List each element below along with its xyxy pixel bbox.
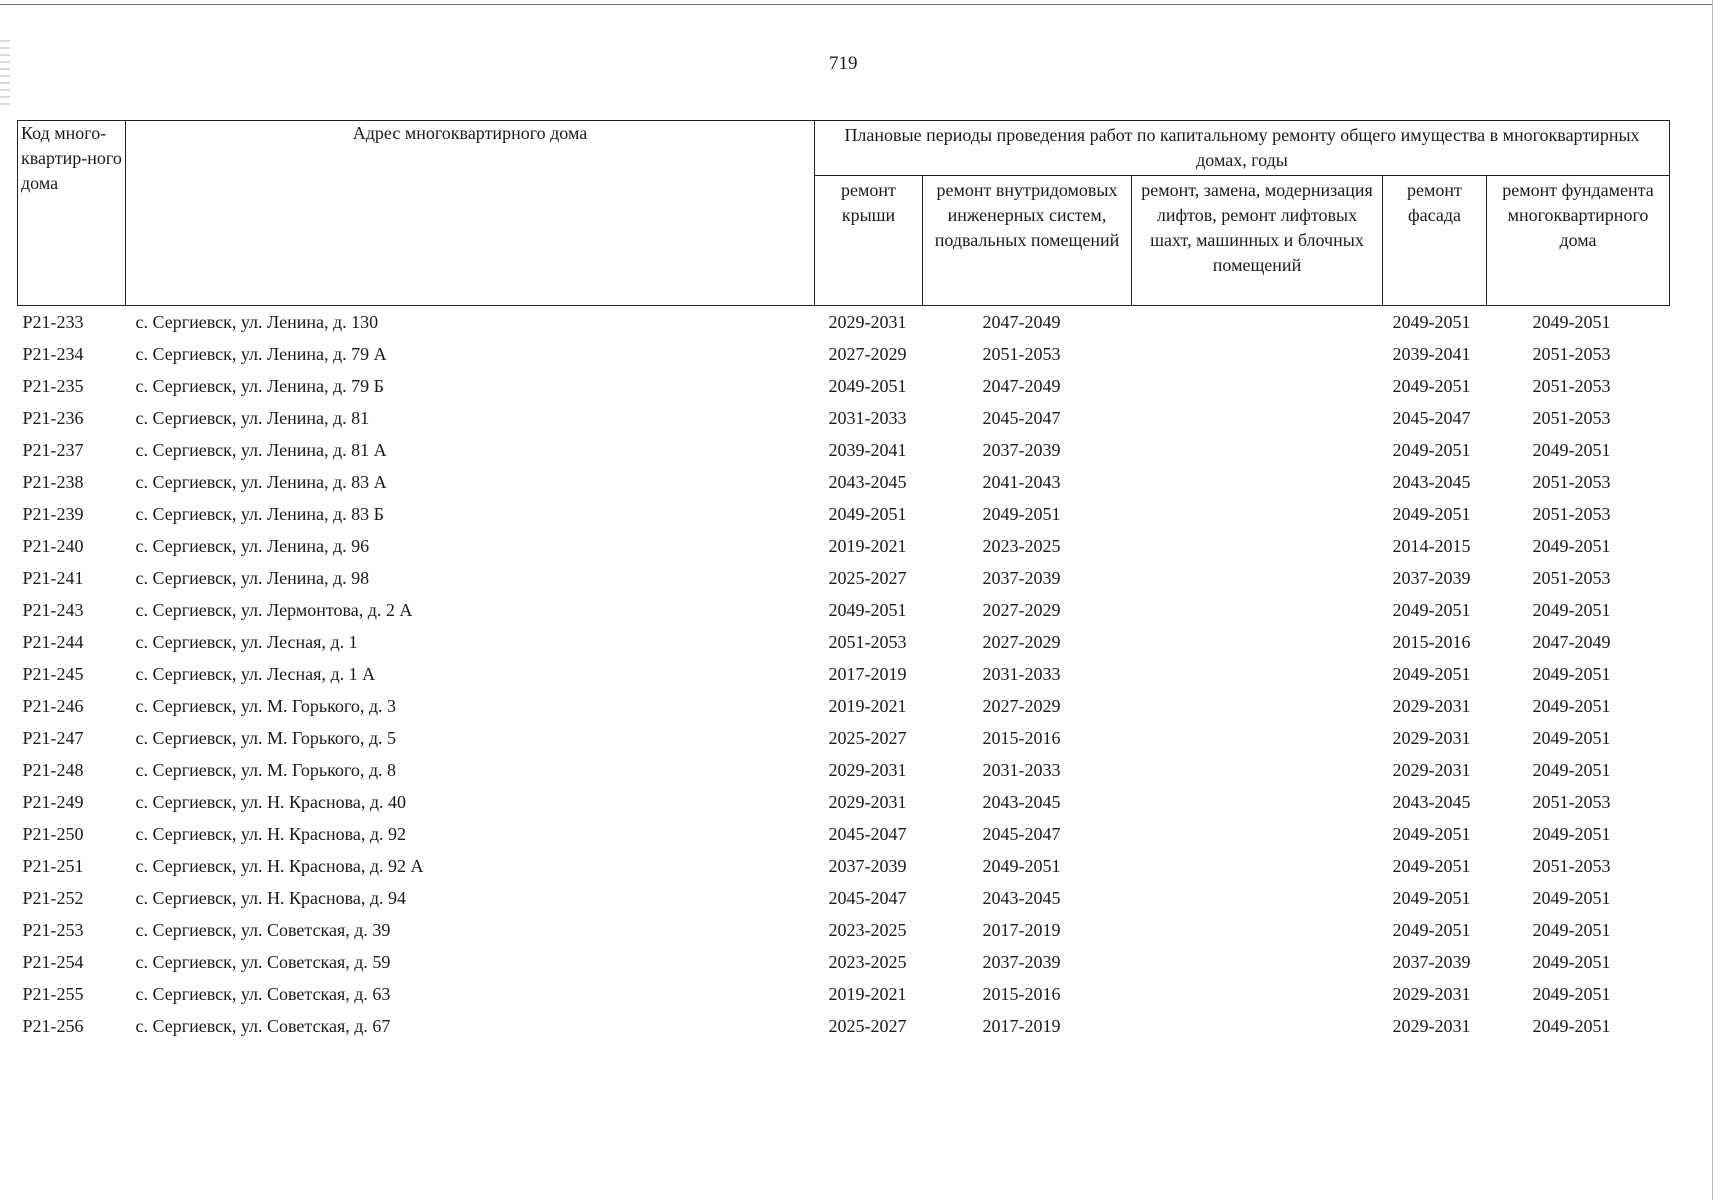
cell-facade-period: 2049-2051 bbox=[1392, 663, 1471, 684]
cell-address: с. Сергиевск, ул. Н. Краснова, д. 94 bbox=[135, 887, 407, 908]
cell-engineering-period: 2045-2047 bbox=[982, 823, 1061, 844]
cell-address: с. Сергиевск, ул. Н. Краснова, д. 92 bbox=[135, 823, 407, 844]
cell-foundation-period: 2049-2051 bbox=[1532, 983, 1611, 1004]
cell-roof-period: 2049-2051 bbox=[828, 599, 907, 620]
cell-foundation-period: 2049-2051 bbox=[1532, 695, 1611, 716]
cell-facade-period: 2029-2031 bbox=[1392, 759, 1471, 780]
cell-roof-period: 2025-2027 bbox=[828, 567, 907, 588]
cell-elevator-period bbox=[1132, 1010, 1383, 1042]
table-row bbox=[18, 690, 1670, 722]
cell-engineering-period: 2047-2049 bbox=[982, 375, 1061, 396]
header-building-code: Код много-квартир-ного дома bbox=[18, 121, 126, 306]
cell-roof-period: 2049-2051 bbox=[828, 503, 907, 524]
cell-roof-period: 2037-2039 bbox=[828, 855, 907, 876]
cell-facade-period: 2049-2051 bbox=[1392, 375, 1471, 396]
cell-foundation-period: 2049-2051 bbox=[1532, 727, 1611, 748]
cell-elevator-period bbox=[1132, 690, 1383, 722]
cell-engineering-period: 2015-2016 bbox=[982, 983, 1061, 1004]
cell-address: с. Сергиевск, ул. Ленина, д. 79 Б bbox=[135, 375, 384, 396]
cell-building-code: Р21-240 bbox=[22, 535, 84, 556]
cell-elevator-period bbox=[1132, 786, 1383, 818]
cell-engineering-period: 2049-2051 bbox=[982, 855, 1061, 876]
cell-roof-period: 2027-2029 bbox=[828, 343, 907, 364]
table-body bbox=[18, 306, 1670, 1043]
cell-building-code: Р21-253 bbox=[22, 919, 84, 940]
cell-address: с. Сергиевск, ул. Ленина, д. 96 bbox=[135, 535, 370, 556]
cell-roof-period: 2029-2031 bbox=[828, 759, 907, 780]
cell-facade-period: 2037-2039 bbox=[1392, 951, 1471, 972]
cell-address: с. Сергиевск, ул. Ленина, д. 130 bbox=[135, 311, 379, 332]
cell-roof-period: 2017-2019 bbox=[828, 663, 907, 684]
header-roof-repair: ремонт крыши bbox=[815, 176, 923, 306]
cell-engineering-period: 2043-2045 bbox=[982, 791, 1061, 812]
table-header bbox=[18, 121, 1670, 306]
cell-building-code: Р21-249 bbox=[22, 791, 84, 812]
cell-building-code: Р21-246 bbox=[22, 695, 84, 716]
capital-repair-schedule-table bbox=[17, 120, 1670, 1042]
page-number: 719 bbox=[829, 53, 858, 74]
cell-roof-period: 2025-2027 bbox=[828, 727, 907, 748]
table-row bbox=[18, 722, 1670, 754]
cell-address: с. Сергиевск, ул. Советская, д. 39 bbox=[135, 919, 391, 940]
cell-engineering-period: 2047-2049 bbox=[982, 311, 1061, 332]
cell-foundation-period: 2049-2051 bbox=[1532, 663, 1611, 684]
cell-foundation-period: 2049-2051 bbox=[1532, 919, 1611, 940]
scan-top-rule bbox=[0, 4, 1713, 5]
cell-engineering-period: 2027-2029 bbox=[982, 599, 1061, 620]
cell-address: с. Сергиевск, ул. Ленина, д. 98 bbox=[135, 567, 370, 588]
cell-address: с. Сергиевск, ул. М. Горького, д. 3 bbox=[135, 695, 396, 716]
header-planned-periods: Плановые периоды проведения работ по капитальному ремонту общего имущества в многоквартирных домах, годы bbox=[815, 121, 1670, 176]
cell-foundation-period: 2049-2051 bbox=[1532, 311, 1611, 332]
table-row bbox=[18, 946, 1670, 978]
cell-roof-period: 2023-2025 bbox=[828, 951, 907, 972]
table-row bbox=[18, 402, 1670, 434]
cell-roof-period: 2019-2021 bbox=[828, 983, 907, 1004]
cell-address: с. Сергиевск, ул. Лесная, д. 1 bbox=[135, 631, 358, 652]
cell-facade-period: 2049-2051 bbox=[1392, 855, 1471, 876]
cell-facade-period: 2037-2039 bbox=[1392, 567, 1471, 588]
cell-address: с. Сергиевск, ул. Советская, д. 63 bbox=[135, 983, 391, 1004]
cell-foundation-period: 2051-2053 bbox=[1532, 343, 1611, 364]
cell-engineering-period: 2023-2025 bbox=[982, 535, 1061, 556]
cell-elevator-period bbox=[1132, 914, 1383, 946]
cell-building-code: Р21-236 bbox=[22, 407, 84, 428]
cell-engineering-period: 2031-2033 bbox=[982, 759, 1061, 780]
cell-facade-period: 2039-2041 bbox=[1392, 343, 1471, 364]
cell-engineering-period: 2037-2039 bbox=[982, 567, 1061, 588]
cell-foundation-period: 2051-2053 bbox=[1532, 375, 1611, 396]
cell-facade-period: 2049-2051 bbox=[1392, 439, 1471, 460]
cell-elevator-period bbox=[1132, 370, 1383, 402]
cell-elevator-period bbox=[1132, 818, 1383, 850]
table-row bbox=[18, 338, 1670, 370]
cell-elevator-period bbox=[1132, 626, 1383, 658]
cell-roof-period: 2049-2051 bbox=[828, 375, 907, 396]
cell-building-code: Р21-244 bbox=[22, 631, 84, 652]
cell-building-code: Р21-247 bbox=[22, 727, 84, 748]
cell-roof-period: 2029-2031 bbox=[828, 311, 907, 332]
cell-roof-period: 2019-2021 bbox=[828, 695, 907, 716]
cell-engineering-period: 2051-2053 bbox=[982, 343, 1061, 364]
cell-roof-period: 2031-2033 bbox=[828, 407, 907, 428]
cell-building-code: Р21-239 bbox=[22, 503, 84, 524]
cell-foundation-period: 2049-2051 bbox=[1532, 535, 1611, 556]
cell-building-code: Р21-254 bbox=[22, 951, 84, 972]
cell-roof-period: 2043-2045 bbox=[828, 471, 907, 492]
cell-elevator-period bbox=[1132, 658, 1383, 690]
cell-elevator-period bbox=[1132, 306, 1383, 339]
cell-facade-period: 2015-2016 bbox=[1392, 631, 1471, 652]
cell-facade-period: 2029-2031 bbox=[1392, 727, 1471, 748]
cell-elevator-period bbox=[1132, 466, 1383, 498]
cell-foundation-period: 2049-2051 bbox=[1532, 951, 1611, 972]
cell-facade-period: 2029-2031 bbox=[1392, 1015, 1471, 1036]
table-row bbox=[18, 914, 1670, 946]
cell-address: с. Сергиевск, ул. М. Горького, д. 8 bbox=[135, 759, 396, 780]
cell-engineering-period: 2037-2039 bbox=[982, 439, 1061, 460]
cell-foundation-period: 2051-2053 bbox=[1532, 471, 1611, 492]
cell-elevator-period bbox=[1132, 978, 1383, 1010]
table-row bbox=[18, 818, 1670, 850]
cell-building-code: Р21-235 bbox=[22, 375, 84, 396]
cell-address: с. Сергиевск, ул. Ленина, д. 79 А bbox=[135, 343, 387, 364]
cell-facade-period: 2049-2051 bbox=[1392, 823, 1471, 844]
cell-facade-period: 2043-2045 bbox=[1392, 471, 1471, 492]
cell-foundation-period: 2051-2053 bbox=[1532, 407, 1611, 428]
table-row bbox=[18, 850, 1670, 882]
cell-building-code: Р21-238 bbox=[22, 471, 84, 492]
table-row bbox=[18, 530, 1670, 562]
cell-building-code: Р21-251 bbox=[22, 855, 84, 876]
table-row bbox=[18, 594, 1670, 626]
cell-elevator-period bbox=[1132, 434, 1383, 466]
cell-building-code: Р21-241 bbox=[22, 567, 84, 588]
table-row bbox=[18, 1010, 1670, 1042]
cell-building-code: Р21-243 bbox=[22, 599, 84, 620]
cell-foundation-period: 2051-2053 bbox=[1532, 791, 1611, 812]
cell-address: с. Сергиевск, ул. Ленина, д. 83 А bbox=[135, 471, 387, 492]
cell-facade-period: 2045-2047 bbox=[1392, 407, 1471, 428]
cell-elevator-period bbox=[1132, 882, 1383, 914]
cell-foundation-period: 2051-2053 bbox=[1532, 503, 1611, 524]
cell-building-code: Р21-234 bbox=[22, 343, 84, 364]
cell-address: с. Сергиевск, ул. Н. Краснова, д. 40 bbox=[135, 791, 407, 812]
cell-facade-period: 2049-2051 bbox=[1392, 919, 1471, 940]
cell-elevator-period bbox=[1132, 338, 1383, 370]
cell-roof-period: 2019-2021 bbox=[828, 535, 907, 556]
cell-foundation-period: 2049-2051 bbox=[1532, 823, 1611, 844]
cell-roof-period: 2025-2027 bbox=[828, 1015, 907, 1036]
cell-elevator-period bbox=[1132, 946, 1383, 978]
table-row bbox=[18, 658, 1670, 690]
header-facade-repair: ремонт фасада bbox=[1383, 176, 1487, 306]
cell-engineering-period: 2043-2045 bbox=[982, 887, 1061, 908]
cell-facade-period: 2043-2045 bbox=[1392, 791, 1471, 812]
cell-engineering-period: 2015-2016 bbox=[982, 727, 1061, 748]
cell-engineering-period: 2027-2029 bbox=[982, 695, 1061, 716]
table-row bbox=[18, 466, 1670, 498]
cell-building-code: Р21-255 bbox=[22, 983, 84, 1004]
cell-facade-period: 2014-2015 bbox=[1392, 535, 1471, 556]
cell-facade-period: 2049-2051 bbox=[1392, 599, 1471, 620]
cell-facade-period: 2049-2051 bbox=[1392, 503, 1471, 524]
cell-address: с. Сергиевск, ул. Советская, д. 59 bbox=[135, 951, 391, 972]
cell-building-code: Р21-237 bbox=[22, 439, 84, 460]
cell-facade-period: 2029-2031 bbox=[1392, 983, 1471, 1004]
table-row bbox=[18, 978, 1670, 1010]
cell-building-code: Р21-245 bbox=[22, 663, 84, 684]
table-row bbox=[18, 786, 1670, 818]
cell-engineering-period: 2041-2043 bbox=[982, 471, 1061, 492]
cell-elevator-period bbox=[1132, 402, 1383, 434]
table-row bbox=[18, 882, 1670, 914]
cell-foundation-period: 2049-2051 bbox=[1532, 1015, 1611, 1036]
cell-elevator-period bbox=[1132, 754, 1383, 786]
cell-facade-period: 2029-2031 bbox=[1392, 695, 1471, 716]
cell-engineering-period: 2045-2047 bbox=[982, 407, 1061, 428]
cell-address: с. Сергиевск, ул. Ленина, д. 83 Б bbox=[135, 503, 384, 524]
cell-address: с. Сергиевск, ул. Н. Краснова, д. 92 А bbox=[135, 855, 424, 876]
cell-elevator-period bbox=[1132, 498, 1383, 530]
cell-foundation-period: 2049-2051 bbox=[1532, 599, 1611, 620]
cell-roof-period: 2029-2031 bbox=[828, 791, 907, 812]
cell-engineering-period: 2017-2019 bbox=[982, 919, 1061, 940]
cell-building-code: Р21-250 bbox=[22, 823, 84, 844]
cell-foundation-period: 2049-2051 bbox=[1532, 887, 1611, 908]
cell-elevator-period bbox=[1132, 530, 1383, 562]
cell-address: с. Сергиевск, ул. Ленина, д. 81 bbox=[135, 407, 370, 428]
cell-foundation-period: 2051-2053 bbox=[1532, 855, 1611, 876]
table-row bbox=[18, 370, 1670, 402]
cell-foundation-period: 2047-2049 bbox=[1532, 631, 1611, 652]
cell-engineering-period: 2049-2051 bbox=[982, 503, 1061, 524]
table-row bbox=[18, 562, 1670, 594]
header-foundation-repair: ремонт фундамента многоквартирного дома bbox=[1487, 176, 1670, 306]
cell-building-code: Р21-233 bbox=[22, 311, 84, 332]
cell-facade-period: 2049-2051 bbox=[1392, 887, 1471, 908]
cell-engineering-period: 2031-2033 bbox=[982, 663, 1061, 684]
table-row bbox=[18, 626, 1670, 658]
table-row bbox=[18, 754, 1670, 786]
table-row bbox=[18, 434, 1670, 466]
cell-roof-period: 2051-2053 bbox=[828, 631, 907, 652]
scan-margin-marks bbox=[0, 40, 10, 110]
cell-elevator-period bbox=[1132, 562, 1383, 594]
cell-engineering-period: 2027-2029 bbox=[982, 631, 1061, 652]
cell-roof-period: 2023-2025 bbox=[828, 919, 907, 940]
cell-building-code: Р21-252 bbox=[22, 887, 84, 908]
cell-building-code: Р21-248 bbox=[22, 759, 84, 780]
cell-elevator-period bbox=[1132, 594, 1383, 626]
cell-roof-period: 2039-2041 bbox=[828, 439, 907, 460]
table-row bbox=[18, 306, 1670, 339]
table-row bbox=[18, 498, 1670, 530]
cell-elevator-period bbox=[1132, 850, 1383, 882]
cell-address: с. Сергиевск, ул. Лермонтова, д. 2 А bbox=[135, 599, 413, 620]
cell-facade-period: 2049-2051 bbox=[1392, 311, 1471, 332]
cell-building-code: Р21-256 bbox=[22, 1015, 84, 1036]
cell-address: с. Сергиевск, ул. Советская, д. 67 bbox=[135, 1015, 391, 1036]
cell-foundation-period: 2051-2053 bbox=[1532, 567, 1611, 588]
header-address: Адрес многоквартирного дома bbox=[126, 121, 815, 306]
cell-engineering-period: 2017-2019 bbox=[982, 1015, 1061, 1036]
cell-roof-period: 2045-2047 bbox=[828, 887, 907, 908]
cell-roof-period: 2045-2047 bbox=[828, 823, 907, 844]
cell-elevator-period bbox=[1132, 722, 1383, 754]
cell-address: с. Сергиевск, ул. Лесная, д. 1 А bbox=[135, 663, 376, 684]
header-elevator-repair: ремонт, замена, модернизация лифтов, ремонт лифтовых шахт, машинных и блочных помещений bbox=[1132, 176, 1383, 306]
cell-address: с. Сергиевск, ул. Ленина, д. 81 А bbox=[135, 439, 387, 460]
cell-engineering-period: 2037-2039 bbox=[982, 951, 1061, 972]
cell-address: с. Сергиевск, ул. М. Горького, д. 5 bbox=[135, 727, 396, 748]
header-engineering-repair: ремонт внутридомовых инженерных систем, подвальных помещений bbox=[923, 176, 1132, 306]
cell-foundation-period: 2049-2051 bbox=[1532, 759, 1611, 780]
cell-foundation-period: 2049-2051 bbox=[1532, 439, 1611, 460]
